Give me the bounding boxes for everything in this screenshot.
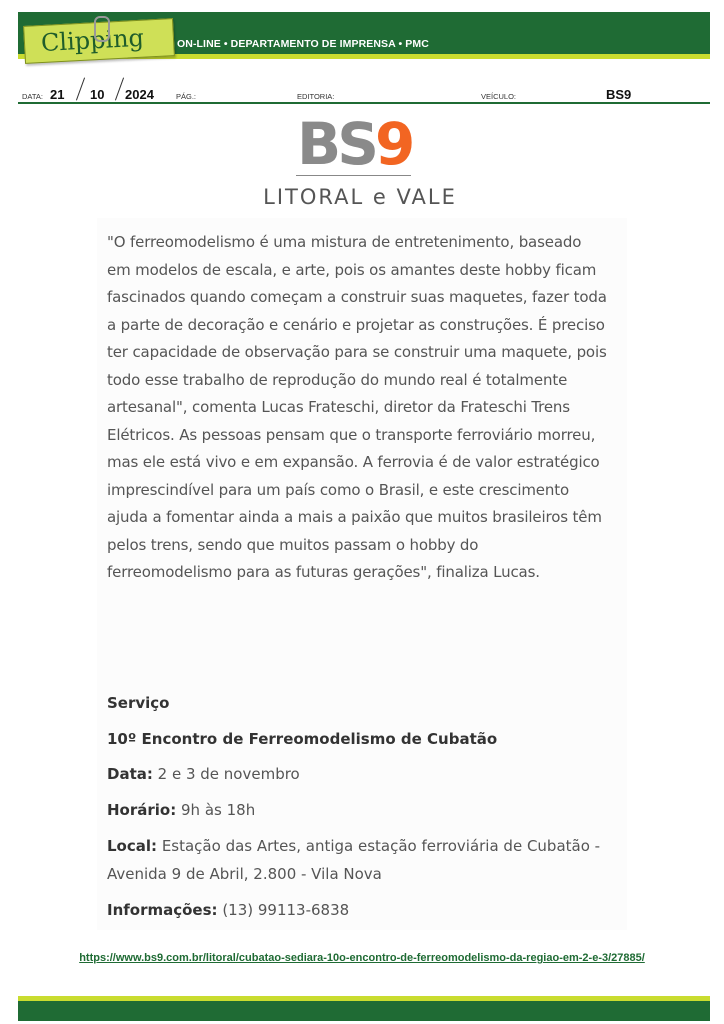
- date-label: DATA:: [22, 92, 43, 101]
- event-date-value: 2 e 3 de novembro: [157, 765, 300, 783]
- event-info-label: Informações:: [107, 901, 218, 919]
- date-day: 21: [50, 87, 65, 102]
- source-link[interactable]: https://www.bs9.com.br/litoral/cubatao-sediara-10o-encontro-de-ferreomodelismo-da-regiao-em-2-e-3/27885/: [79, 952, 645, 964]
- event-info: [107, 897, 617, 925]
- bs9-logo: [295, 112, 425, 172]
- event-time: [107, 797, 617, 825]
- event-place: [107, 833, 617, 888]
- paperclip-icon: [94, 16, 110, 42]
- service-heading: Serviço: [107, 694, 170, 712]
- footer-band: [18, 1001, 710, 1021]
- date-separator: [115, 78, 124, 101]
- logo-subtitle: LITORAL e VALE: [263, 185, 457, 209]
- article-body: [107, 229, 607, 587]
- clipping-badge-label: Clipping: [40, 23, 145, 58]
- meta-divider: [18, 102, 710, 104]
- page-label: PÁG.:: [176, 92, 197, 101]
- date-year: 2024: [125, 87, 154, 102]
- svg-text:BS: BS: [297, 112, 375, 172]
- event-place-value: Estação das Artes, antiga estação ferroviária de Cubatão - Avenida 9 de Abril, 2.800 - Vila Nova: [107, 837, 601, 883]
- date-separator: [76, 78, 85, 101]
- logo-divider: [296, 175, 411, 176]
- header-title: ON-LINE • DEPARTAMENTO DE IMPRENSA • PMC: [177, 38, 429, 50]
- event-info-value: (13) 99113-6838: [222, 901, 350, 919]
- event-place-label: Local:: [107, 837, 158, 855]
- veiculo-label: VEÍCULO:: [481, 92, 517, 101]
- veiculo-value: BS9: [606, 87, 632, 102]
- date-month: 10: [90, 87, 105, 102]
- event-time-value: 9h às 18h: [181, 801, 256, 819]
- svg-text:9: 9: [375, 112, 416, 172]
- article-paragraph: "O ferreomodelismo é uma mistura de entretenimento, baseado em modelos de escala, e arte, pois os amantes deste hobby ficam fascinados quando começam a construir suas maquetes, fazer toda a parte de decoração e cenário e projetar as construções. É preciso ter capacidade de observação para se construir uma maquete, pois todo esse trabalho de reprodução do mundo real é totalmente artesanal", comenta Lucas Frateschi, diretor da Frateschi Trens Elétricos. As pessoas pensam que o transporte ferroviário morreu, mas ele está vivo e em expansão. A ferrovia é de valor estratégico imprescindível para um país como o Brasil, e este crescimento ajuda a fomentar ainda a mais a paixão que muitos brasileiros têm pelos trens, sendo que muitos passam o hobby do ferreomodelismo para as futuras gerações", finaliza Lucas.: [107, 233, 607, 581]
- editoria-label: EDITORIA:: [297, 92, 335, 101]
- event-date: [107, 761, 617, 789]
- event-time-label: Horário:: [107, 801, 177, 819]
- event-name: 10º Encontro de Ferreomodelismo de Cubatão: [107, 730, 498, 748]
- event-date-label: Data:: [107, 765, 153, 783]
